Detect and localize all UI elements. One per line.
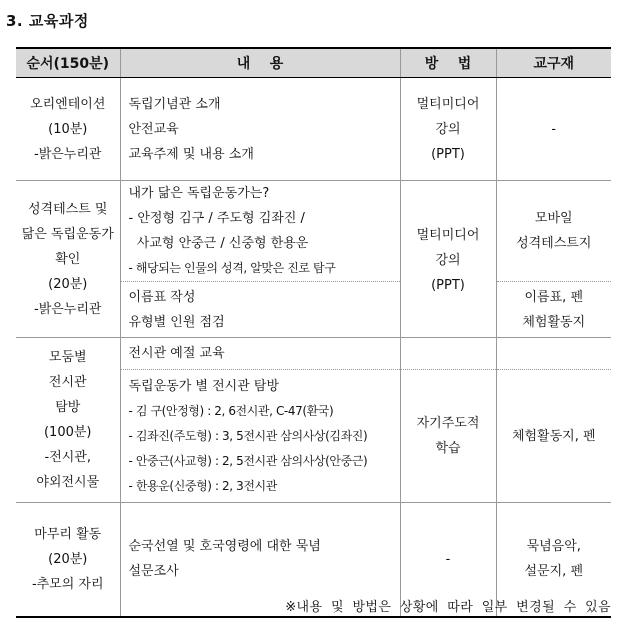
table-row xyxy=(16,338,611,370)
header-content: 내 용 xyxy=(120,48,400,78)
table-row xyxy=(16,78,611,181)
order-cell: 성격테스트 및 닮은 독립운동가 확인 (20분) -밝은누리관 xyxy=(16,181,120,338)
method-cell: 멀티미디어 강의 (PPT) xyxy=(400,78,496,181)
tools-cell-empty xyxy=(496,338,611,370)
tools-cell: 체험활동지, 펜 xyxy=(496,370,611,503)
method-cell: 자기주도적 학습 xyxy=(400,370,496,503)
content-cell: 내가 닮은 독립운동가는? - 안정형 김구 / 주도형 김좌진 / 사교형 안중근 / 신중형 한용운 - 해당되는 인물의 성격, 알맞은 진로 탐구 xyxy=(120,181,400,282)
tools-cell: - xyxy=(496,78,611,181)
header-tools: 교구재 xyxy=(496,48,611,78)
content-cell: 전시관 예절 교육 xyxy=(120,338,400,370)
content-cell: 독립운동가 별 전시관 탐방 - 김 구(안정형) : 2, 6전시관, C-47(환국) - 김좌진(주도형) : 3, 5전시관 삼의사상(김좌진) - 안중근(사교형) : 2, 5전시관 삼의사상(안중근) - 한용운(신중형) : 2, 3전시관 xyxy=(120,370,400,503)
tools-cell: 묵념음악, 설문지, 펜 xyxy=(496,503,611,617)
header-method: 방 법 xyxy=(400,48,496,78)
tools-cell: 모바일 성격테스트지 xyxy=(496,181,611,282)
table-header-row xyxy=(16,48,611,78)
curriculum-table xyxy=(16,47,611,618)
order-cell: 모둠별 전시관 탐방 (100분) -전시관, 야외전시물 xyxy=(16,338,120,503)
section-title: 3. 교육과정 xyxy=(6,12,89,30)
header-order: 순서(150분) xyxy=(16,48,120,78)
order-cell: 마무리 활동 (20분) -추모의 자리 xyxy=(16,503,120,617)
method-cell-empty xyxy=(400,338,496,370)
order-cell: 오리엔테이션 (10분) -밝은누리관 xyxy=(16,78,120,181)
footnote: ※내용 및 방법은 상황에 따라 일부 변경될 수 있음 xyxy=(285,600,611,615)
table-row xyxy=(16,181,611,282)
content-cell: 이름표 작성 유형별 인원 점검 xyxy=(120,282,400,338)
content-cell: 순국선열 및 호국영령에 대한 묵념 설문조사 xyxy=(120,503,400,617)
method-cell: - xyxy=(400,503,496,617)
tools-cell: 이름표, 펜 체험활동지 xyxy=(496,282,611,338)
content-cell: 독립기념관 소개 안전교육 교육주제 및 내용 소개 xyxy=(120,78,400,181)
method-cell: 멀티미디어 강의 (PPT) xyxy=(400,181,496,338)
